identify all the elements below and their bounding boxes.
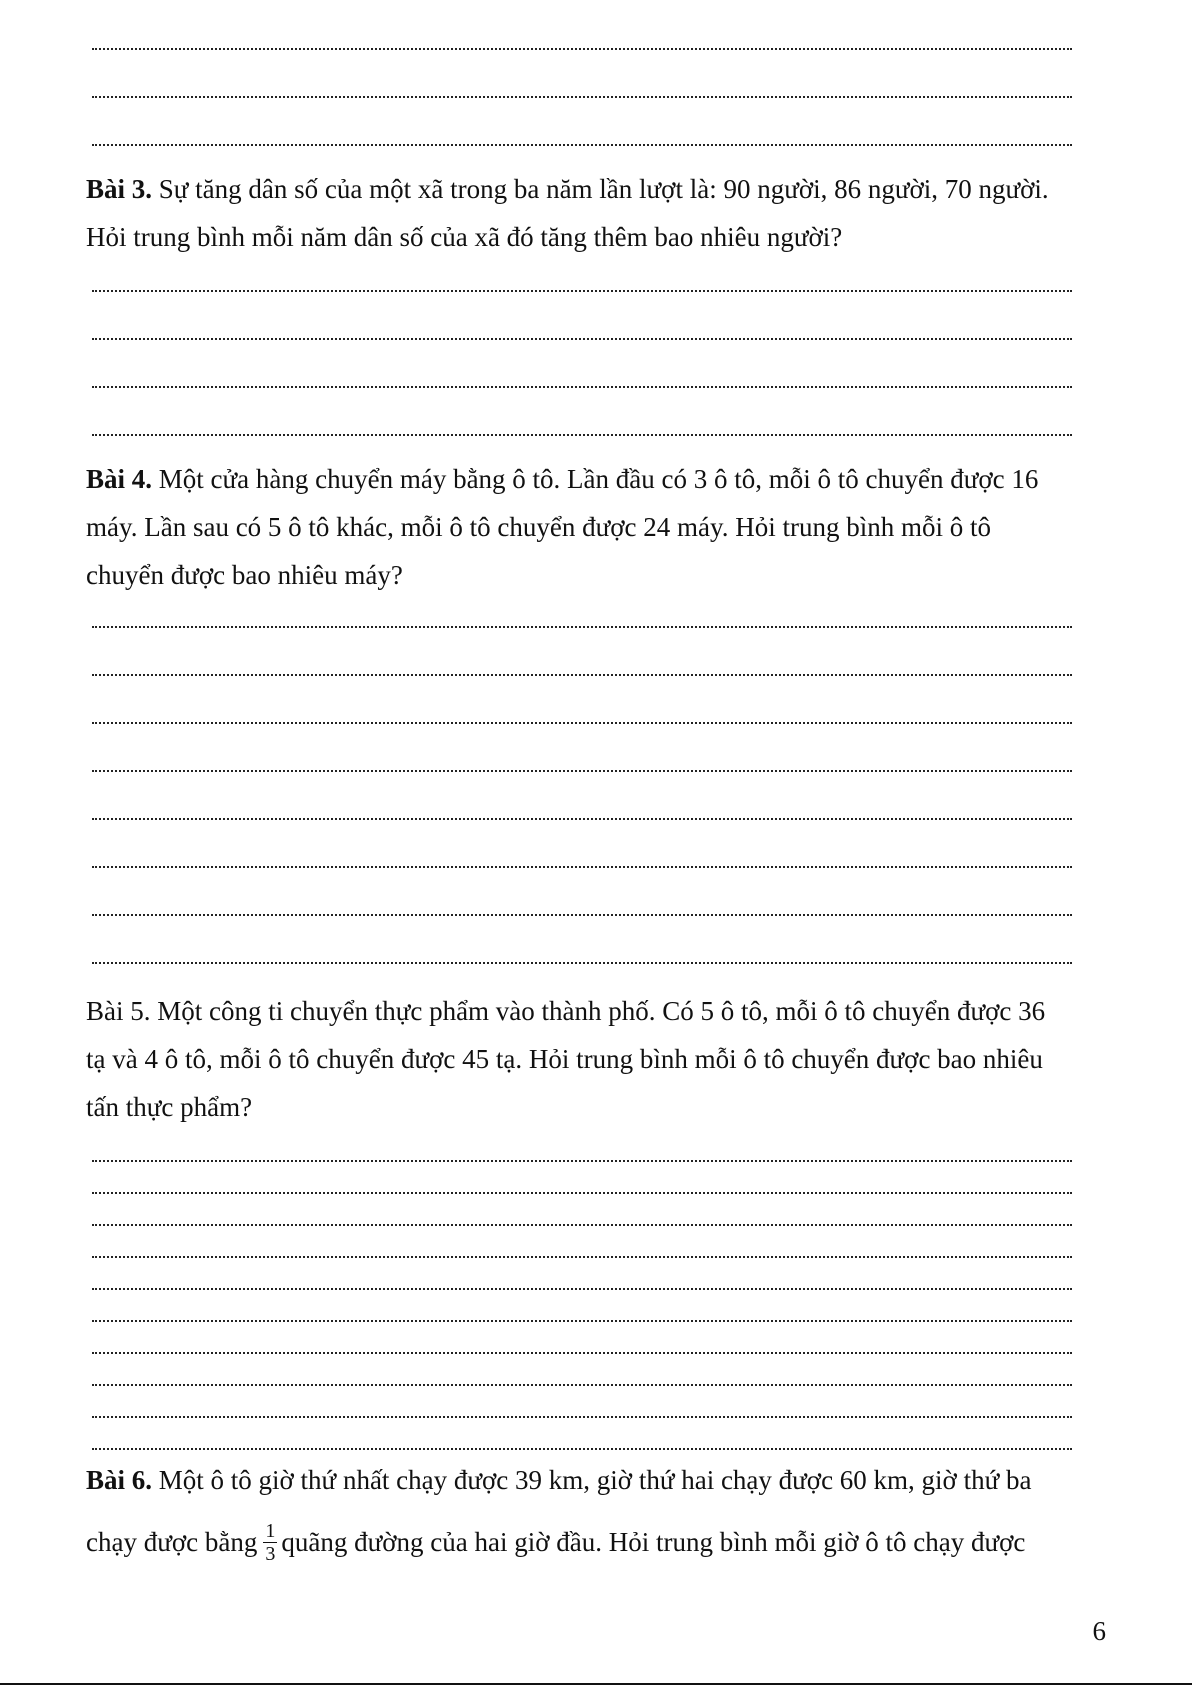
exercise-4-text-1: Một cửa hàng chuyển máy bằng ô tô. Lần đầu có 3 ô tô, mỗi ô tô chuyển được 16 bbox=[152, 464, 1039, 494]
exercise-3-line-1 bbox=[86, 165, 1086, 213]
answer-line bbox=[92, 866, 1072, 868]
answer-line bbox=[92, 626, 1072, 628]
exercise-5-line-3: tấn thực phẩm? bbox=[86, 1092, 253, 1122]
answer-line bbox=[92, 96, 1072, 98]
exercise-6-text-2b: quãng đường của hai giờ đầu. Hỏi trung bình mỗi giờ ô tô chạy được bbox=[281, 1527, 1026, 1557]
exercise-6-line-2 bbox=[86, 1518, 1086, 1566]
exercise-4-line-2: máy. Lần sau có 5 ô tô khác, mỗi ô tô chuyển được 24 máy. Hỏi trung bình mỗi ô tô bbox=[86, 512, 992, 542]
answer-line bbox=[92, 674, 1072, 676]
exercise-6-label: Bài 6. bbox=[86, 1465, 153, 1495]
answer-line bbox=[92, 722, 1072, 724]
exercise-6 bbox=[86, 1456, 1086, 1566]
answer-line bbox=[92, 338, 1072, 340]
exercise-3-line-2: Hỏi trung bình mỗi năm dân số của xã đó tăng thêm bao nhiêu người? bbox=[86, 222, 843, 252]
answer-line bbox=[92, 914, 1072, 916]
answer-line bbox=[92, 1256, 1072, 1258]
exercise-6-text-1: Một ô tô giờ thứ nhất chạy được 39 km, giờ thứ hai chạy được 60 km, giờ thứ ba bbox=[152, 1465, 1032, 1495]
fraction-denominator: 3 bbox=[265, 1543, 276, 1566]
answer-line bbox=[92, 434, 1072, 436]
exercise-4-label: Bài 4. bbox=[86, 464, 153, 494]
exercise-5-line-2: tạ và 4 ô tô, mỗi ô tô chuyển được 45 tạ. Hỏi trung bình mỗi ô tô chuyển được bao nhiêu bbox=[86, 1044, 1043, 1074]
fraction bbox=[263, 1520, 277, 1565]
answer-line bbox=[92, 1192, 1072, 1194]
answer-line bbox=[92, 290, 1072, 292]
exercise-3-text-1: Sự tăng dân số của một xã trong ba năm lần lượt là: 90 người, 86 người, 70 người. bbox=[152, 174, 1049, 204]
exercise-4-line-1 bbox=[86, 455, 1086, 503]
exercise-3-label: Bài 3. bbox=[86, 174, 153, 204]
exercise-5-line-1: Bài 5. Một công ti chuyển thực phẩm vào thành phố. Có 5 ô tô, mỗi ô tô chuyển được 36 bbox=[86, 996, 1046, 1026]
exercise-4 bbox=[86, 455, 1086, 599]
answer-line bbox=[92, 770, 1072, 772]
answer-line bbox=[92, 1224, 1072, 1226]
exercise-5 bbox=[86, 987, 1086, 1131]
exercise-6-text-2a: chạy được bằng bbox=[86, 1527, 258, 1557]
answer-line bbox=[92, 1320, 1072, 1322]
answer-line bbox=[92, 1448, 1072, 1450]
page-number: 6 bbox=[1092, 1616, 1106, 1646]
answer-line bbox=[92, 48, 1072, 50]
fraction-numerator: 1 bbox=[265, 1520, 276, 1543]
answer-line bbox=[92, 1288, 1072, 1290]
answer-line bbox=[92, 1384, 1072, 1386]
answer-line bbox=[92, 1352, 1072, 1354]
exercise-6-line-1 bbox=[86, 1456, 1086, 1504]
answer-line bbox=[92, 144, 1072, 146]
exercise-4-line-3: chuyển được bao nhiêu máy? bbox=[86, 560, 403, 590]
answer-line bbox=[92, 386, 1072, 388]
exercise-3 bbox=[86, 165, 1086, 261]
answer-line bbox=[92, 1160, 1072, 1162]
answer-line bbox=[92, 818, 1072, 820]
answer-line bbox=[92, 1416, 1072, 1418]
answer-line bbox=[92, 962, 1072, 964]
